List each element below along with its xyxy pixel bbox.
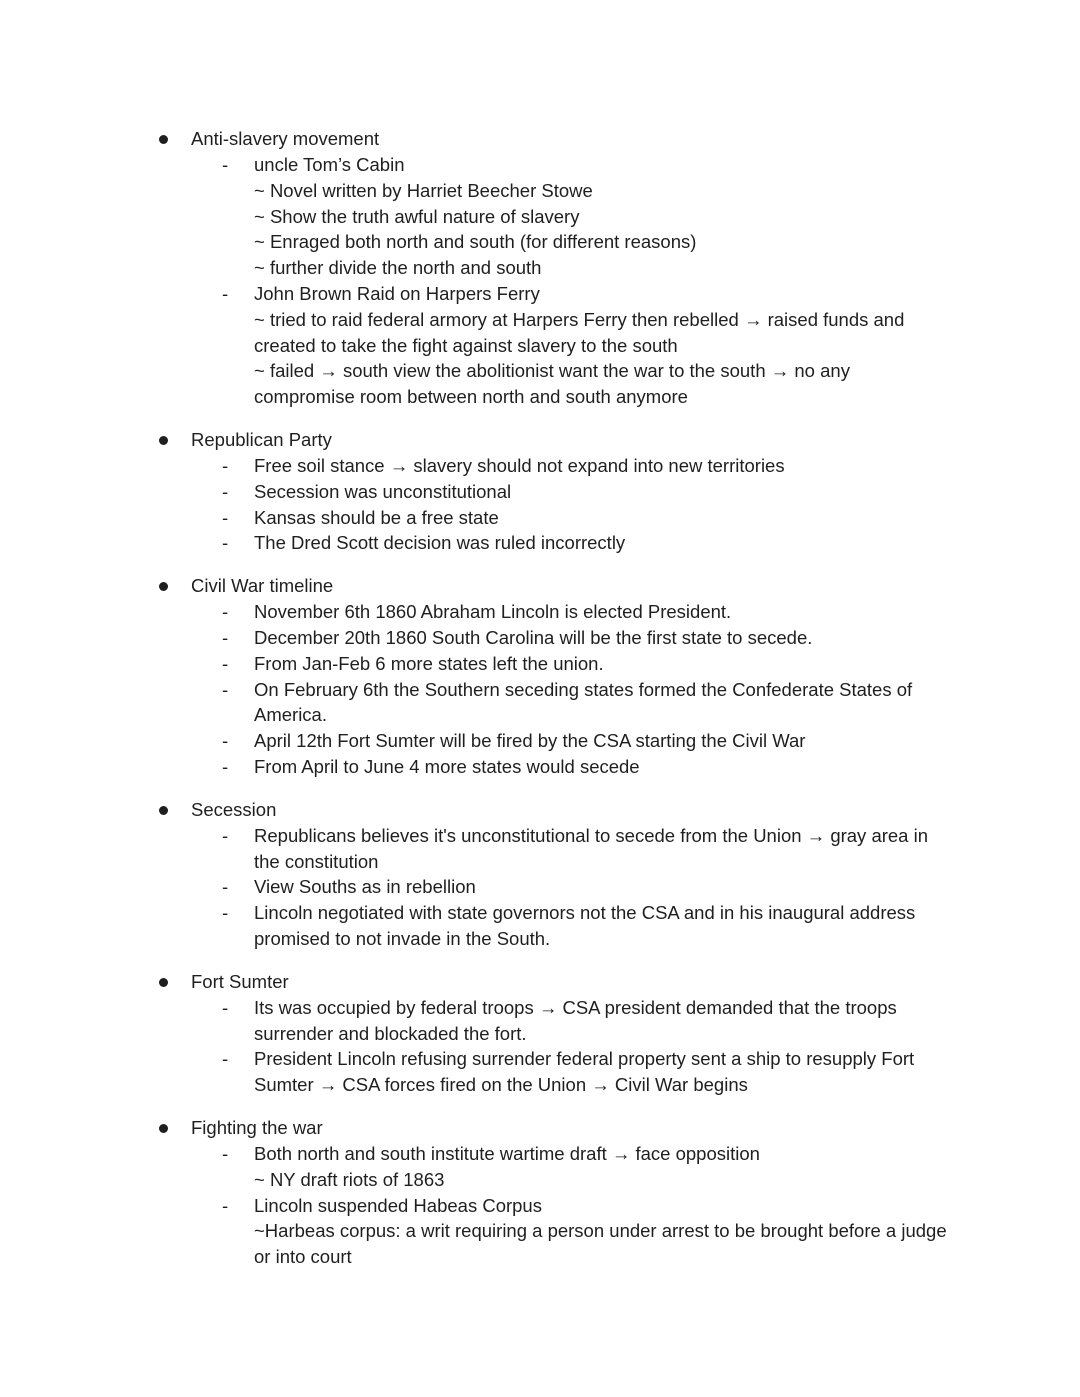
item-line: ~ further divide the north and south	[254, 257, 542, 279]
dash-marker: -	[222, 601, 229, 623]
dash-marker: -	[222, 454, 229, 476]
item-line: View Souths as in rebellion	[254, 876, 476, 898]
item-line: ~ Enraged both north and south (for different reasons)	[254, 231, 697, 253]
dash-marker: -	[222, 652, 229, 674]
section-title: Fighting the war	[191, 1116, 323, 1138]
dash-marker: -	[222, 755, 229, 777]
item-line: John Brown Raid on Harpers Ferry	[254, 282, 540, 304]
list-item	[0, 479, 1080, 505]
section-secession	[0, 797, 1080, 952]
item-line: ~ tried to raid federal armory at Harpers Ferry then rebelled → raised funds and created to take the fight against slavery to the south	[254, 308, 905, 356]
item-line: Lincoln suspended Habeas Corpus	[254, 1194, 542, 1216]
dash-marker: -	[222, 730, 229, 752]
dash-marker: -	[222, 480, 229, 502]
item-line: ~ NY draft riots of 1863	[254, 1168, 445, 1190]
dash-marker: -	[222, 282, 229, 304]
list-item	[0, 874, 1080, 900]
item-line: Free soil stance → slavery should not expand into new territories	[254, 454, 785, 476]
bullet-icon	[159, 806, 168, 815]
notes-document	[0, 126, 1080, 1287]
dash-marker: -	[222, 1194, 229, 1216]
item-line: December 20th 1860 South Carolina will be the first state to secede.	[254, 626, 813, 648]
section-republican-party	[0, 427, 1080, 556]
section-anti-slavery-movement	[0, 126, 1080, 410]
item-line: Its was occupied by federal troops → CSA president demanded that the troops surrender and blockaded the fort.	[254, 996, 897, 1044]
list-item	[0, 1193, 1080, 1270]
list-item	[0, 823, 1080, 875]
list-item	[0, 651, 1080, 677]
section-heading	[0, 1115, 1080, 1141]
section-title: Civil War timeline	[191, 575, 334, 597]
list-item	[0, 995, 1080, 1047]
dash-marker: -	[222, 996, 229, 1018]
item-line: ~ Novel written by Harriet Beecher Stowe	[254, 179, 593, 201]
section-heading	[0, 427, 1080, 453]
dash-marker: -	[222, 824, 229, 846]
item-line: ~ Show the truth awful nature of slavery	[254, 205, 580, 227]
item-line: President Lincoln refusing surrender federal property sent a ship to resupply Fort Sumter → CSA forces fired on the Union → Civil War begins	[254, 1048, 915, 1096]
dash-marker: -	[222, 902, 229, 924]
item-line: ~ failed → south view the abolitionist want the war to the south → no any compromise room between north and south anymore	[254, 360, 850, 408]
section-heading	[0, 969, 1080, 995]
section-heading	[0, 797, 1080, 823]
dash-marker: -	[222, 154, 229, 175]
item-line: Secession was unconstitutional	[254, 480, 512, 502]
section-fighting-the-war	[0, 1115, 1080, 1270]
dash-marker: -	[222, 678, 229, 700]
dash-marker: -	[222, 626, 229, 648]
item-line: From Jan-Feb 6 more states left the union.	[254, 652, 604, 674]
item-line: Republicans believes it's unconstitutional to secede from the Union → gray area in the constitution	[254, 824, 929, 872]
list-item	[0, 599, 1080, 625]
item-line: From April to June 4 more states would secede	[254, 755, 640, 777]
list-item	[0, 754, 1080, 780]
item-line: Kansas should be a free state	[254, 506, 499, 528]
section-title: Anti-slavery movement	[191, 128, 380, 149]
list-item	[0, 530, 1080, 556]
list-item	[0, 625, 1080, 651]
dash-marker: -	[222, 532, 229, 554]
item-line: November 6th 1860 Abraham Lincoln is elected President.	[254, 601, 732, 623]
item-line: April 12th Fort Sumter will be fired by the CSA starting the Civil War	[254, 730, 806, 752]
section-title: Secession	[191, 798, 277, 820]
section-title: Fort Sumter	[191, 970, 289, 992]
list-item	[0, 453, 1080, 479]
item-line: ~Harbeas corpus: a writ requiring a person under arrest to be brought before a judge or into court	[254, 1220, 947, 1268]
bullet-icon	[159, 582, 168, 591]
list-item	[0, 1046, 1080, 1098]
bullet-icon	[159, 135, 168, 144]
item-line: On February 6th the Southern seceding states formed the Confederate States of America.	[254, 678, 913, 726]
section-heading	[0, 126, 1080, 152]
dash-marker: -	[222, 1048, 229, 1070]
list-item	[0, 505, 1080, 531]
item-line: Lincoln negotiated with state governors not the CSA and in his inaugural address promised to not invade in the South.	[254, 902, 916, 949]
bullet-icon	[159, 978, 168, 987]
section-heading	[0, 573, 1080, 599]
dash-marker: -	[222, 506, 229, 528]
dash-marker: -	[222, 1142, 229, 1164]
dash-marker: -	[222, 876, 229, 898]
bullet-icon	[159, 436, 168, 445]
list-item	[0, 677, 1080, 729]
section-fort-sumter	[0, 969, 1080, 1098]
list-item	[0, 1141, 1080, 1193]
item-line: Both north and south institute wartime draft → face opposition	[254, 1142, 760, 1164]
item-line: The Dred Scott decision was ruled incorrectly	[254, 532, 626, 554]
list-item	[0, 728, 1080, 754]
list-item	[0, 152, 1080, 281]
bullet-icon	[159, 1124, 168, 1133]
list-item	[0, 900, 1080, 952]
item-line: uncle Tom’s Cabin	[254, 154, 405, 175]
section-title: Republican Party	[191, 428, 332, 450]
section-civil-war-timeline	[0, 573, 1080, 780]
list-item	[0, 281, 1080, 410]
